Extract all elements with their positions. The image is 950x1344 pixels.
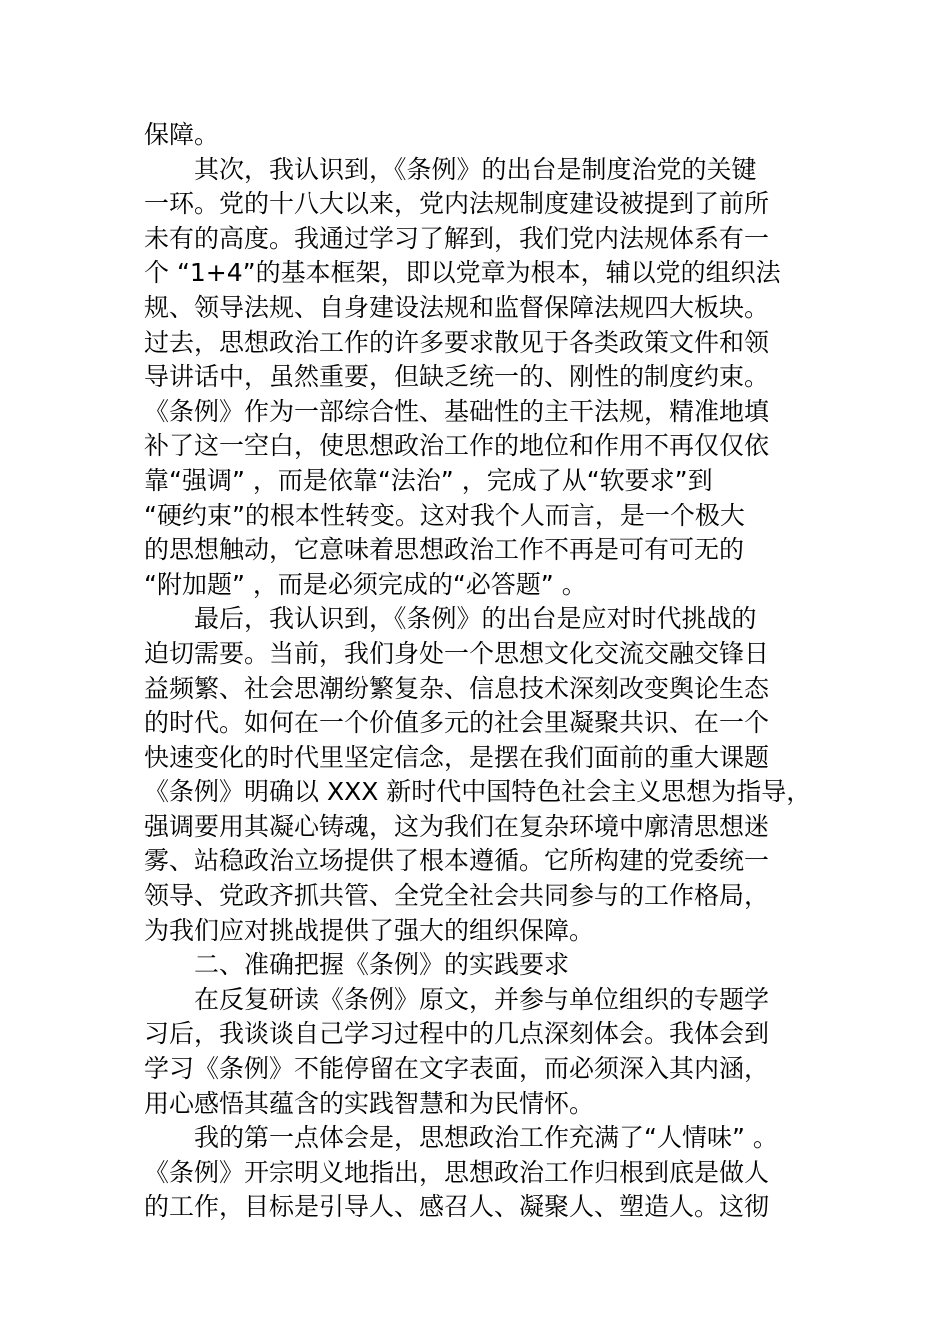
text-line: 保障。: [144, 120, 220, 149]
text-line: 规、领导法规、自身建设法规和监督保障法规四大板块。: [144, 292, 770, 322]
text-line: 领导、党政齐抓共管、全党全社会共同参与的工作格局，: [144, 881, 770, 911]
text-line: 迫切需要。当前，我们身处一个思想文化交流交融交锋日: [144, 638, 770, 668]
text-line: 补了这一空白，使思想政治工作的地位和作用不再仅仅依: [144, 431, 770, 461]
text-line: 一环。党的十八大以来，党内法规制度建设被提到了前所: [144, 189, 770, 219]
text-line: 过去，思想政治工作的许多要求散见于各类政策文件和领: [144, 327, 770, 357]
text-line: 用心感悟其蕴含的实践智慧和为民情怀。: [144, 1088, 595, 1118]
text-line: 靠“强调” ，而是依靠“法治” ，完成了从“软要求”到: [144, 465, 713, 495]
text-line: 的时代。如何在一个价值多元的社会里凝聚共识、在一个: [144, 708, 770, 738]
text-line: 雾、站稳政治立场提供了根本遵循。它所构建的党委统一: [144, 846, 770, 876]
text-line: 益频繁、社会思潮纷繁复杂、信息技术深刻改变舆论生态: [144, 673, 770, 703]
text-line: 强调要用其凝心铸魂，这为我们在复杂环境中廓清思想迷: [144, 811, 770, 841]
text-line: 在反复研读《条例》原文，并参与单位组织的专题学: [194, 984, 770, 1014]
document-body: [144, 118, 844, 1225]
text-line: 快速变化的时代里坚定信念，是摆在我们面前的重大课题: [144, 742, 770, 772]
text-line: 未有的高度。我通过学习了解到，我们党内法规体系有一: [144, 223, 770, 253]
text-line: 《条例》明确以 XXX 新时代中国特色社会主义思想为指导，: [144, 777, 812, 807]
text-line: 我的第一点体会是，思想政治工作充满了“人情味” 。: [194, 1123, 778, 1153]
text-line: 的工作，目标是引导人、感召人、凝聚人、塑造人。这彻: [144, 1192, 770, 1222]
text-line: 为我们应对挑战提供了强大的组织保障。: [144, 915, 595, 945]
text-line: 其次，我认识到，《条例》的出台是制度治党的关键: [194, 154, 757, 184]
text-line: 最后，我认识到，《条例》的出台是应对时代挑战的: [194, 604, 757, 634]
text-line: 《条例》开宗明义地指出，思想政治工作归根到底是做人: [144, 1157, 770, 1187]
text-line: “硬约束”的根本性转变。这对我个人而言，是一个极大: [144, 500, 745, 530]
text-line: 二、准确把握《条例》的实践要求: [194, 950, 570, 980]
text-line: “附加题” ，而是必须完成的“必答题” 。: [144, 569, 587, 599]
text-line: 学习《条例》不能停留在文字表面，而必须深入其内涵，: [144, 1054, 770, 1084]
text-line: 个 “1+4”的基本框架，即以党章为根本，辅以党的组织法: [144, 258, 781, 288]
text-line: 导讲话中，虽然重要，但缺乏统一的、刚性的制度约束。: [144, 362, 770, 392]
text-line: 的思想触动，它意味着思想政治工作不再是可有可无的: [144, 535, 745, 565]
text-line: 《条例》作为一部综合性、基础性的主干法规，精准地填: [144, 396, 770, 426]
text-line: 习后，我谈谈自己学习过程中的几点深刻体会。我体会到: [144, 1019, 770, 1049]
